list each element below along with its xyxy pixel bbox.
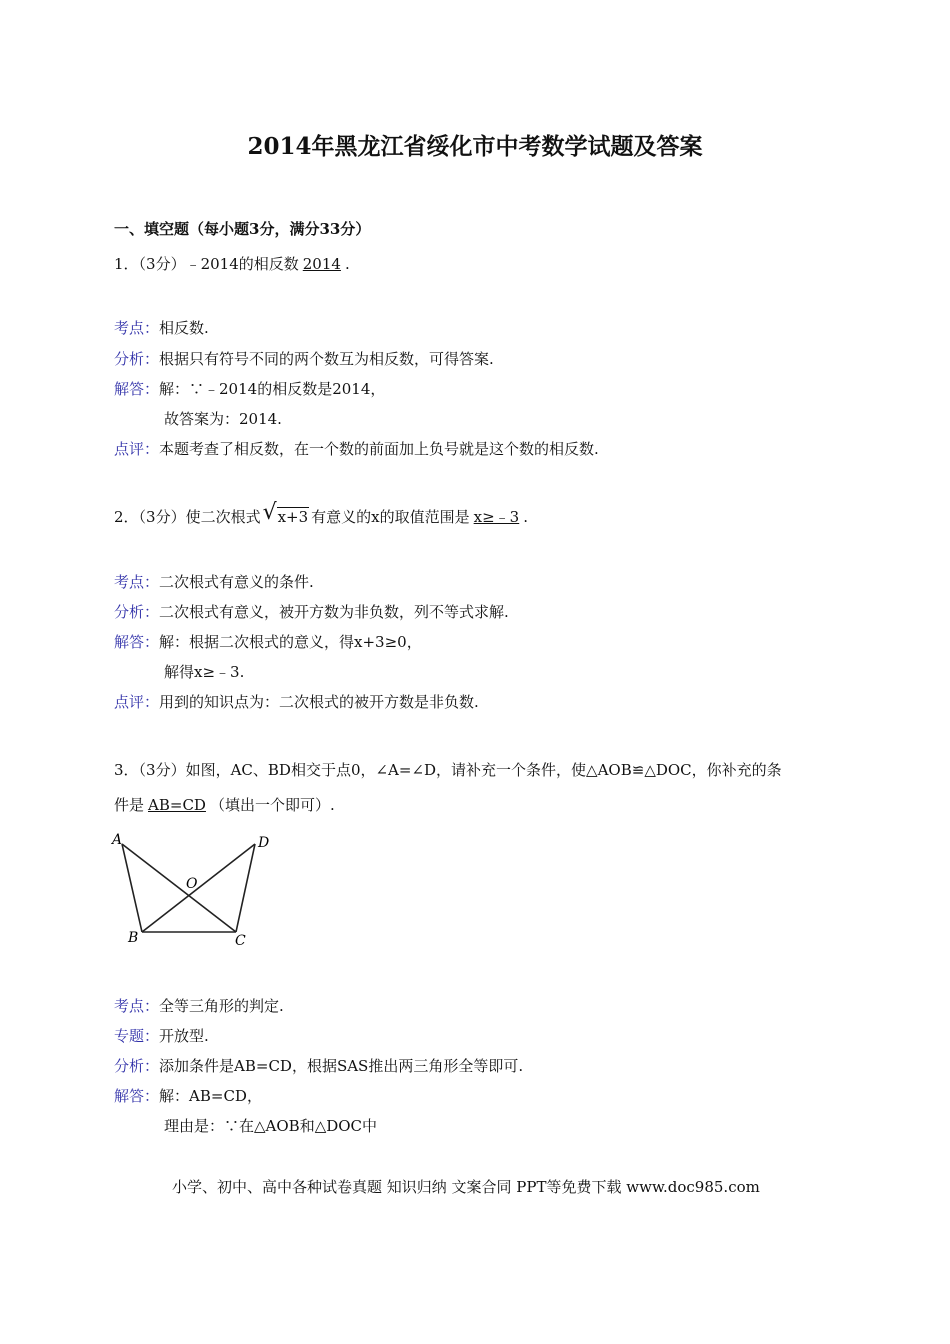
q2-jieda-1: 解：根据二次根式的意义，得x+3≥0， — [159, 633, 422, 651]
q3-jieda-row — [114, 1086, 262, 1106]
kaodian-label: 考点： — [114, 997, 160, 1015]
point-c-label: C — [235, 933, 246, 949]
question-3-line-1: 3．（3分）如图，AC、BD相交于点0，∠A=∠D，请补充一个条件，使△AOB≌△DOC，你补充的条 — [114, 761, 782, 779]
question-3-line-2 — [114, 795, 335, 815]
q1-jieda-2: 故答案为：2014. — [164, 410, 282, 428]
q3-kaodian: 全等三角形的判定. — [159, 997, 284, 1015]
q1-dianping: 本题考查了相反数，在一个数的前面加上负号就是这个数的相反数. — [159, 440, 599, 458]
q3-zhuanti: 开放型. — [159, 1027, 209, 1045]
q2-radicand: x+3 — [277, 508, 309, 526]
dianping-label: 点评： — [114, 440, 160, 458]
q1-jieda-1: 解：∵﹣2014的相反数是2014， — [159, 380, 386, 398]
question-2 — [114, 500, 528, 527]
q1-kaodian-row — [114, 318, 209, 338]
q3-stem-2: 件是 — [114, 796, 145, 814]
sqrt-expression — [262, 500, 310, 527]
kaodian-label: 考点： — [114, 319, 160, 337]
q3-figure — [108, 828, 278, 952]
point-a-label: A — [112, 832, 123, 848]
q3-jieda-1: 解：AB=CD， — [159, 1087, 262, 1105]
page-title: 2014年黑龙江省绥化市中考数学试题及答案 — [247, 133, 703, 160]
point-o-label: O — [186, 876, 198, 892]
zhuanti-label: 专题： — [114, 1027, 160, 1045]
jieda-label: 解答： — [114, 1087, 160, 1105]
q1-stem: 1．（3分）﹣2014的相反数 — [114, 255, 299, 273]
q1-end: . — [344, 255, 350, 273]
question-1 — [114, 254, 350, 274]
q2-jieda-2: 解得x≥﹣3. — [164, 663, 245, 681]
q3-kaodian-row — [114, 996, 284, 1016]
radical-sign: √ — [262, 500, 277, 525]
q1-jieda-row — [114, 379, 385, 399]
q3-fenxi: 添加条件是AB=CD，根据SAS推出两三角形全等即可. — [159, 1057, 524, 1075]
fenxi-label: 分析： — [114, 350, 160, 368]
q2-fenxi-row — [114, 602, 509, 622]
page-footer: 小学、初中、高中各种试卷真题 知识归纳 文案合同 PPT等免费下载 www.doc985.com — [172, 1178, 760, 1196]
q2-dianping: 用到的知识点为：二次根式的被开方数是非负数. — [159, 693, 479, 711]
q1-kaodian: 相反数. — [159, 319, 209, 337]
q1-answer: 2014 — [302, 255, 341, 273]
q2-end: . — [523, 508, 528, 526]
q2-answer: x≥﹣3 — [473, 508, 520, 526]
q1-fenxi-row — [114, 349, 494, 369]
kaodian-label: 考点： — [114, 573, 160, 591]
q3-fenxi-row — [114, 1056, 523, 1076]
q3-end: （填出一个即可）. — [209, 796, 335, 814]
q2-kaodian-row — [114, 572, 314, 592]
q1-dianping-row — [114, 439, 599, 459]
jieda-label: 解答： — [114, 633, 160, 651]
fenxi-label: 分析： — [114, 1057, 160, 1075]
q2-stem: 2．（3分）使二次根式 — [114, 508, 261, 526]
dianping-label: 点评： — [114, 693, 160, 711]
jieda-label: 解答： — [114, 380, 160, 398]
point-b-label: B — [128, 930, 139, 946]
fenxi-label: 分析： — [114, 603, 160, 621]
q1-fenxi: 根据只有符号不同的两个数互为相反数，可得答案. — [159, 350, 494, 368]
q2-kaodian: 二次根式有意义的条件. — [159, 573, 314, 591]
point-d-label: D — [258, 835, 270, 851]
q3-jieda-2: 理由是：∵在△AOB和△DOC中 — [164, 1117, 378, 1135]
q2-fenxi: 二次根式有意义，被开方数为非负数，列不等式求解. — [159, 603, 509, 621]
q2-dianping-row — [114, 692, 479, 712]
q3-answer: AB=CD — [148, 796, 206, 814]
section-heading: 一、填空题（每小题3分，满分33分） — [114, 220, 371, 238]
q2-jieda-row — [114, 632, 422, 652]
q2-stem-mid: 有意义的x的取值范围是 — [311, 508, 470, 526]
q3-zhuanti-row — [114, 1026, 209, 1046]
